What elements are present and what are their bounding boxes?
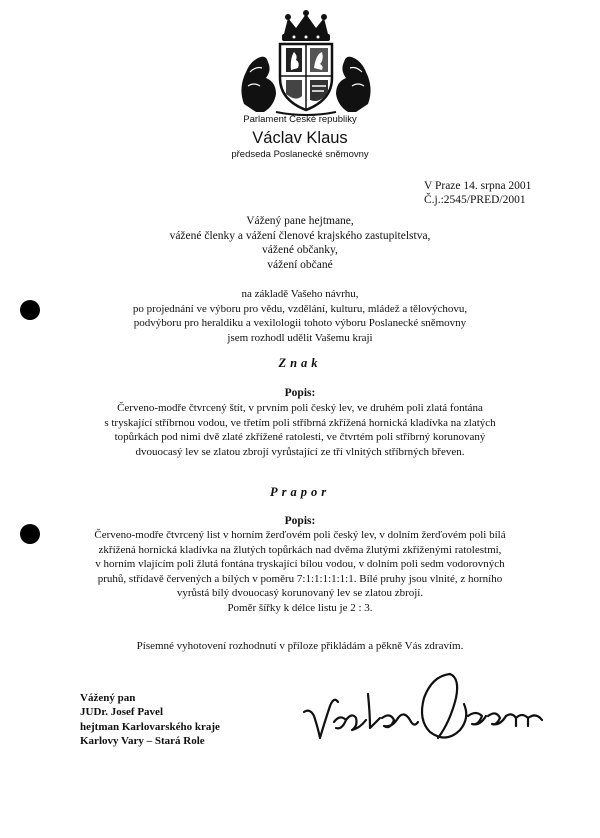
znak-description-line: Červeno-modře čtvrcený štít, v prvním poli český lev, ve druhém poli zlatá fontána	[117, 402, 483, 414]
addressee-block	[80, 691, 220, 748]
addressee-line: hejtman Karlovarského kraje	[80, 720, 220, 733]
znak-description-line: s tryskající stříbrnou vodou, ve třetím poli stříbrná zkřížená hornická kladívka na zlatých	[104, 416, 496, 429]
punch-hole	[20, 300, 40, 320]
znak-description	[0, 401, 600, 459]
prapor-section-title: Prapor	[269, 485, 331, 499]
addressee-line: Karlovy Vary – Stará Role	[80, 734, 205, 747]
addressee-line: JUDr. Josef Pavel	[80, 706, 163, 719]
intro-line: po projednání ve výboru pro vědu, vzdělání, kulturu, mládež a tělovýchovu,	[132, 302, 468, 315]
prapor-description-line: zkřížená hornická kladívka na žlutých topůrkách nad dvěma žlutými zkříženými ratolestmi,	[98, 543, 502, 556]
signatory-name: Václav Klaus	[252, 129, 348, 147]
institution-name: Parlament České republiky	[243, 114, 357, 125]
punch-hole	[20, 524, 40, 544]
znak-description-line: topůrkách pod nimi dvě zlaté zkřížené ratolesti, ve čtvrtém poli stříbrný korunovaný	[114, 431, 486, 443]
prapor-description-line: vyrůstá bílý dvouocasý korunovaný lev se zlatou zbrojí.	[176, 587, 424, 599]
salutation-line: vážení občané	[267, 258, 333, 271]
znak-popis-heading: Popis:	[284, 387, 316, 399]
prapor-description-line: Poměr šířky k délce listu je 2 : 3.	[227, 601, 373, 614]
closing-sentence: Písemné vyhotovení rozhodnutí v příloze přikládám a pěkně Vás zdravím.	[136, 640, 464, 652]
coat-of-arms-icon	[236, 8, 376, 116]
znak-description-line: dvouocasý lev se zlatou zbrojí vyrůstající ze tří vlnitých stříbrných břeven.	[135, 445, 465, 458]
signatory-role: předseda Poslanecké sněmovny	[231, 149, 369, 160]
prapor-description-line: pruhů, střídavě červených a bílých v poměru 7:1:1:1:1:1:1. Bílé pruhy jsou vlnité, z horního	[97, 572, 503, 585]
salutation-line: vážené členky a vážení členové krajského zastupitelstva,	[169, 229, 431, 242]
place-date: V Praze 14. srpna 2001	[424, 180, 532, 192]
salutation-line: Vážený pane hejtmane,	[246, 215, 354, 227]
prapor-description	[0, 528, 600, 615]
handwritten-signature	[300, 668, 552, 754]
prapor-description-line: v horním vlajícím poli žlutá fontána tryskající bílou vodou, v dolním poli sedm vodorovných	[95, 558, 505, 570]
addressee-line: Vážený pan	[80, 692, 136, 704]
prapor-popis-heading: Popis:	[284, 515, 316, 527]
salutation	[0, 214, 600, 272]
znak-section-title: Znak	[278, 356, 322, 370]
intro-line: na základě Vašeho návrhu,	[241, 288, 359, 300]
intro-line: podvýboru pro heraldiku a vexilologii tohoto výboru Poslanecké sněmovny	[133, 317, 467, 329]
intro-line: jsem rozhodl udělit Vašemu kraji	[227, 331, 373, 344]
reference-number: Č.j.:2545/PRED/2001	[424, 194, 526, 206]
intro-paragraph	[0, 287, 600, 345]
dateline	[424, 179, 531, 207]
prapor-description-line: Červeno-modře čtvrcený list v horním žerďovém poli český lev, v dolním žerďovém poli bílá	[94, 529, 506, 541]
salutation-line: vážené občanky,	[262, 244, 338, 256]
